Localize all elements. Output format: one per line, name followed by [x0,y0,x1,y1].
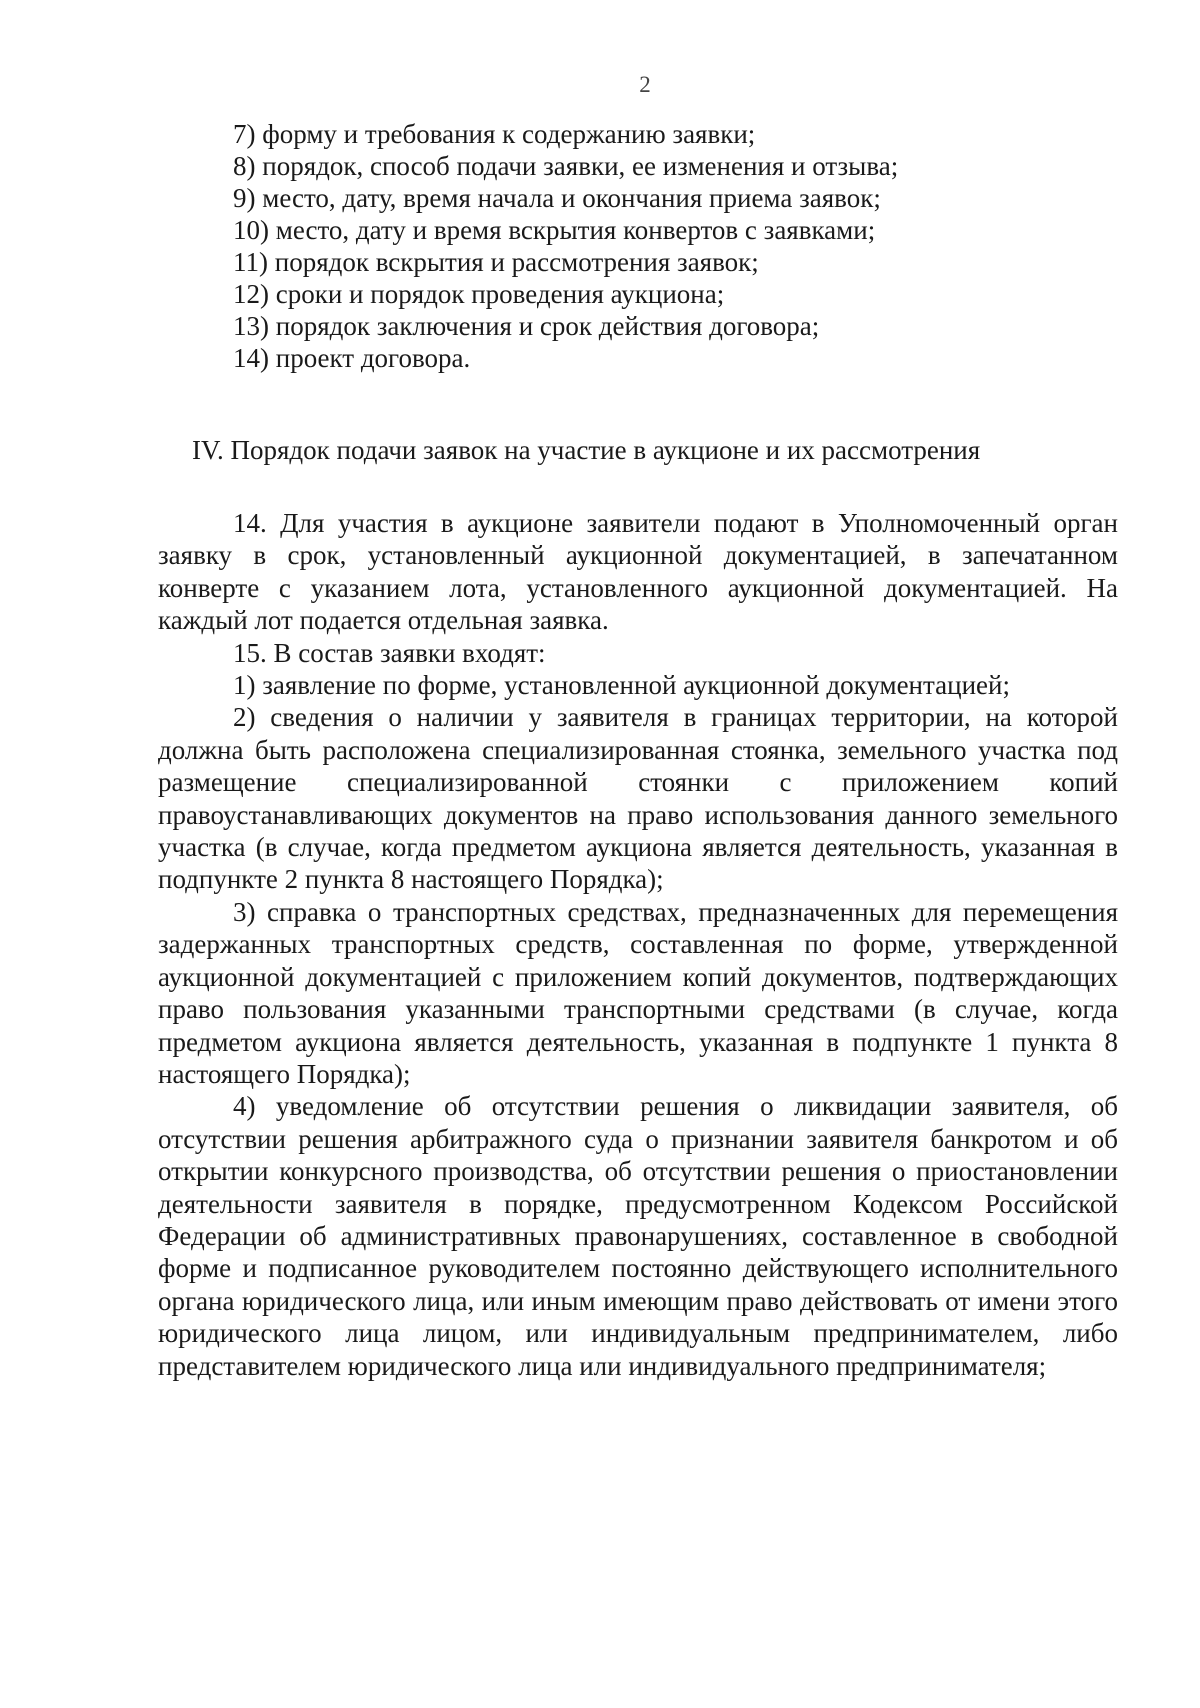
paragraph-14: 14. Для участия в аукционе заявители подают в Уполномоченный орган заявку в срок, установленный аукционной документацией, в запечатанном конверте с указанием лота, установленного аукционной документацией. На каждый лот подается отдельная заявка. [158,508,1118,636]
subitem-2: 2) сведения о наличии у заявителя в границах территории, на которой должна быть расположена специализированная стоянка, земельного участка под размещение специализированной стоянки с приложением копий правоустанавливающих документов на право использования данного земельного участка (в случае, когда предметом аукциона является деятельность, указанная в подпункте 2 пункта 8 настоящего Порядка); [158,702,1118,895]
page-number: 2 [639,72,651,97]
list-item: 9) место, дату, время начала и окончания приема заявок; [233,183,881,213]
subitem-1: 1) заявление по форме, установленной аукционной документацией; [233,670,1010,701]
list-item: 11) порядок вскрытия и рассмотрения заявок; [233,247,759,277]
list-item: 10) место, дату и время вскрытия конвертов с заявками; [233,215,876,245]
list-item: 8) порядок, способ подачи заявки, ее изменения и отзыва; [233,151,899,181]
list-item: 7) форму и требования к содержанию заявки; [233,119,756,149]
subitem-4: 4) уведомление об отсутствии решения о ликвидации заявителя, об отсутствии решения арбитражного суда о признании заявителя банкротом и об открытии конкурсного производства, об отсутствии решения о приостановлении деятельности заявителя в порядке, предусмотренном Кодексом Российской Федерации об административных правонарушениях, составленное в свободной форме и подписанное руководителем постоянно действующего исполнительного органа юридического лица, или иным имеющим право действовать от имени этого юридического лица лицом, или индивидуальным предпринимателем, либо представителем юридического лица или индивидуального предпринимателя; [158,1091,1118,1381]
list-item: 12) сроки и порядок проведения аукциона; [233,279,725,309]
list-item: 13) порядок заключения и срок действия договора; [233,311,820,341]
requirements-list [233,118,898,374]
section-heading: IV. Порядок подачи заявок на участие в аукционе и их рассмотрения [192,435,981,465]
paragraph-15: 15. В состав заявки входят: [233,637,546,668]
subitem-3: 3) справка о транспортных средствах, предназначенных для перемещения задержанных транспортных средств, составленная по форме, утвержденной аукционной документацией с приложением копий документов, подтверждающих право пользования указанными транспортными средствами (в случае, когда предметом аукциона является деятельность, указанная в подпункте 1 пункта 8 настоящего Порядка); [158,896,1118,1089]
list-item: 14) проект договора. [233,343,471,373]
body-text [158,507,1118,1382]
